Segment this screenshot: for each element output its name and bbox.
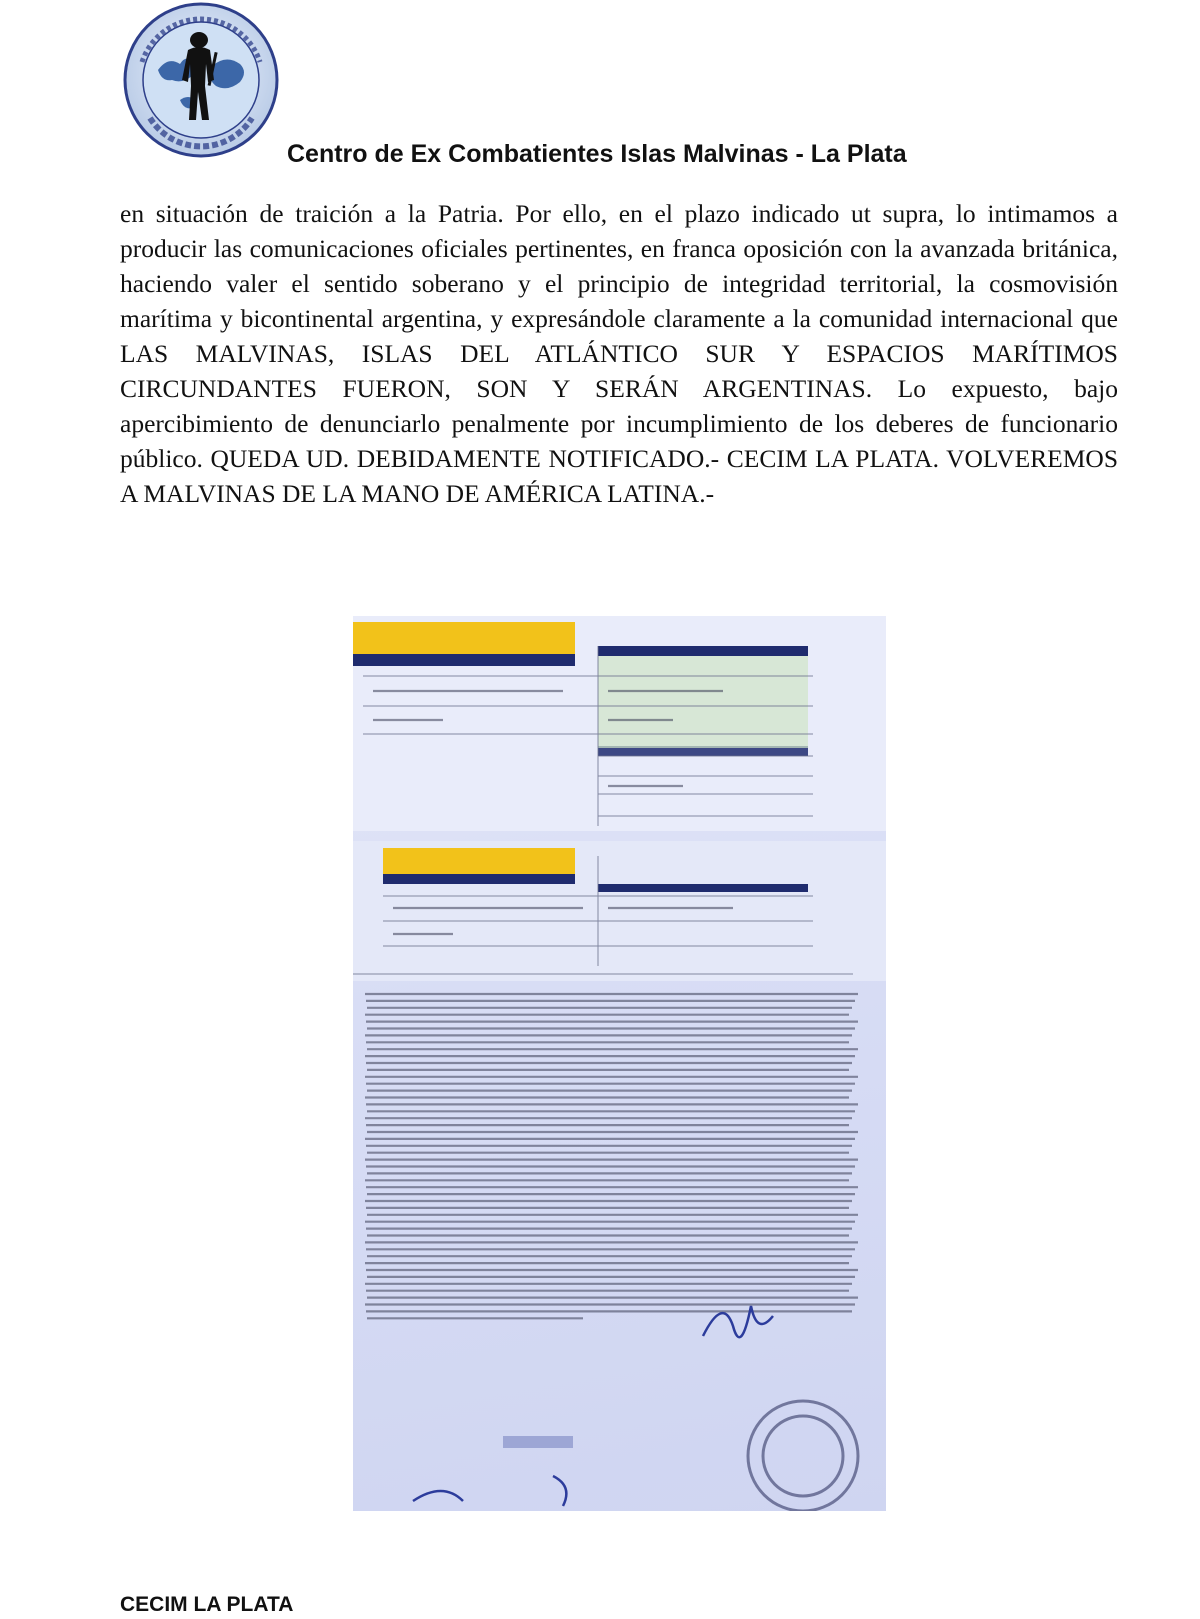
footer-signature: CECIM LA PLATA <box>120 1593 294 1616</box>
organization-title: Centro de Ex Combatientes Islas Malvinas - La Plata <box>287 140 907 168</box>
letter-body <box>120 196 1118 511</box>
carta-documento-image <box>353 616 886 1511</box>
carta-documento-photo <box>353 616 886 1511</box>
letter-paragraph: en situación de traición a la Patria. Por ello, en el plazo indicado ut supra, lo intimamos a producir las comunicaciones oficiales pertinentes, en franca oposición con la avanzada británica, haciendo valer el sentido soberano y el principio de integridad territorial, la cosmovisión marítima y bicontinental argentina, y expresándole claramente a la comunidad internacional que LAS MALVINAS, ISLAS DEL ATLÁNTICO SUR Y ESPACIOS MARÍTIMOS CIRCUNDANTES FUERON, SON Y SERÁN ARGENTINAS. Lo expuesto, bajo apercibimiento de denunciarlo penalmente por incumplimiento de los deberes de funcionario público. QUEDA UD. DEBIDAMENTE NOTIFICADO.- CECIM LA PLATA. VOLVEREMOS A MALVINAS DE LA MANO DE AMÉRICA LATINA.- <box>120 199 1118 508</box>
cecim-logo <box>120 0 282 168</box>
